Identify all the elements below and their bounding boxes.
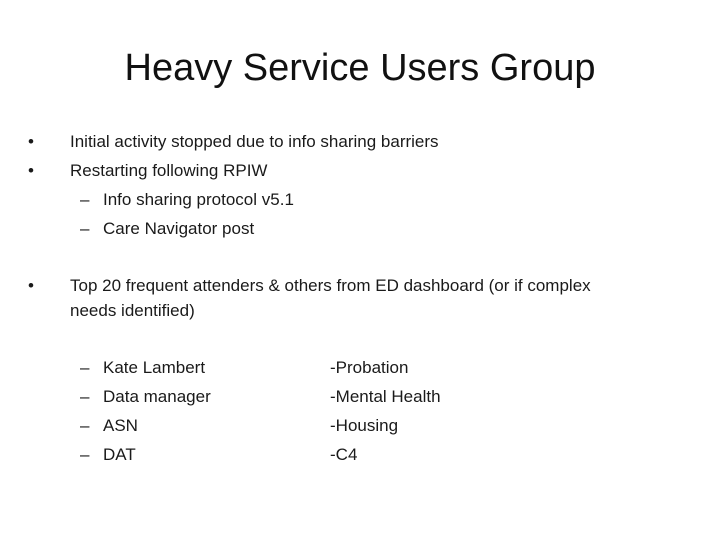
bullet-item-initial-activity: Initial activity stopped due to info sharing barriers — [70, 132, 439, 151]
bullet-item-top-20-line2: needs identified) — [70, 301, 195, 320]
sub-item-info-sharing-protocol: Info sharing protocol v5.1 — [103, 190, 294, 209]
bullet-icon: • — [28, 276, 34, 295]
bullet-icon: • — [28, 161, 34, 180]
dash-icon: – — [80, 219, 90, 238]
member-mental-health: -Mental Health — [330, 387, 441, 406]
member-c4: -C4 — [330, 445, 358, 464]
member-housing: -Housing — [330, 416, 399, 435]
bullet-icon: • — [28, 132, 34, 151]
sub-item-care-navigator: Care Navigator post — [103, 219, 255, 238]
dash-icon: – — [80, 445, 90, 464]
bullet-item-top-20-line1: Top 20 frequent attenders & others from ED dashboard (or if complex — [70, 276, 591, 295]
member-dat: DAT — [103, 445, 136, 464]
dash-icon: – — [80, 358, 90, 377]
bullet-item-restarting: Restarting following RPIW — [70, 161, 268, 180]
dash-icon: – — [80, 387, 90, 406]
member-data-manager: Data manager — [103, 387, 211, 406]
dash-icon: – — [80, 190, 90, 209]
member-kate-lambert: Kate Lambert — [103, 358, 206, 377]
dash-icon: – — [80, 416, 90, 435]
member-asn: ASN — [103, 416, 138, 435]
member-probation: -Probation — [330, 358, 409, 377]
slide-title: Heavy Service Users Group — [124, 47, 596, 89]
